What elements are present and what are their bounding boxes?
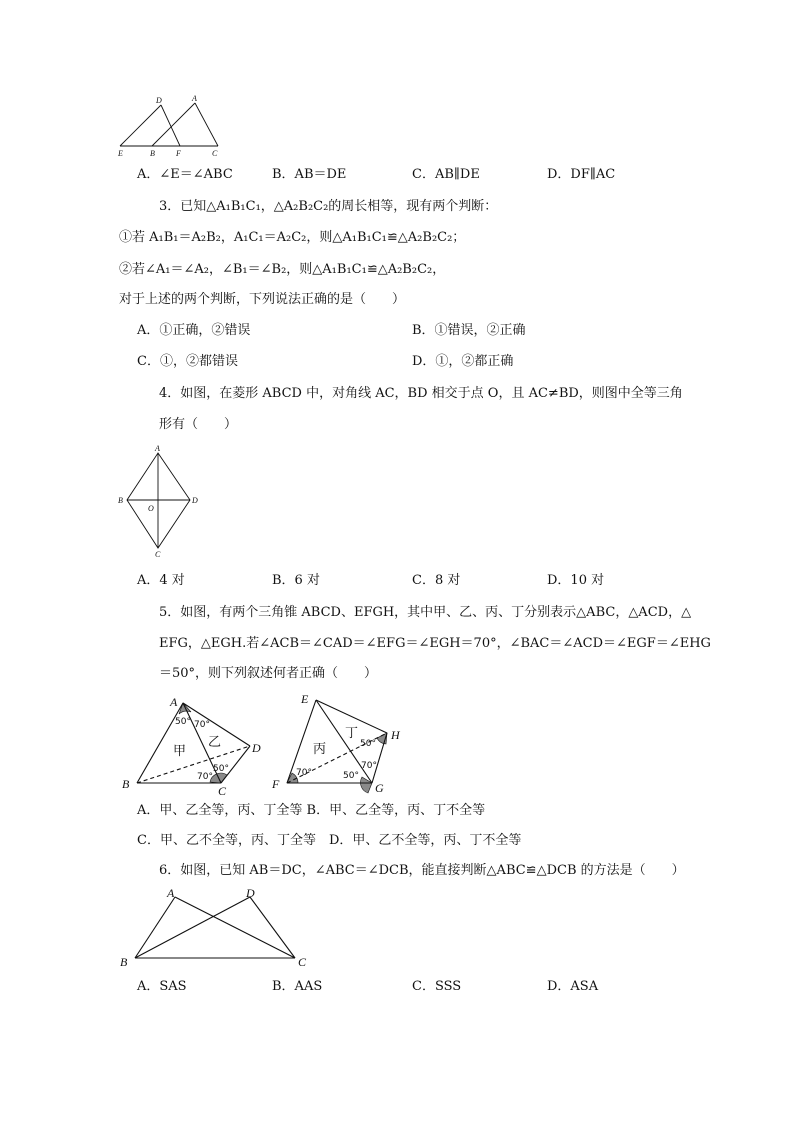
angle-c-70: 70° — [197, 772, 213, 782]
q3-option-d: D．①，②都正确 — [412, 354, 514, 369]
angle-h-50: 50° — [360, 739, 376, 749]
label-E: E — [118, 149, 123, 158]
label-F: F — [272, 777, 280, 791]
label-C: C — [218, 784, 227, 798]
label-A: A — [170, 695, 178, 709]
label-A: A — [155, 444, 160, 453]
q5-stem-line3: ＝50°，则下列叙述何者正确（ ） — [159, 666, 378, 681]
label-C: C — [155, 550, 161, 559]
q5-options-row1: A．甲、乙全等，丙、丁全等 B．甲、乙全等，丙、丁不全等 — [137, 803, 486, 818]
label-B: B — [150, 149, 155, 158]
q6-option-c: C．SSS — [412, 979, 462, 994]
label-E: E — [301, 692, 309, 706]
label-F: F — [176, 149, 181, 158]
q5-stem-line2: EFG，△EGH.若∠ACB＝∠CAD＝∠EFG＝∠EGH＝70°，∠BAC＝∠ACD＝∠EGF＝∠EHG — [159, 636, 711, 651]
q6-stem: 6．如图，已知 AB＝DC，∠ABC＝∠DCB，能直接判断△ABC≌△DCB 的方法是（ ） — [159, 863, 685, 878]
label-A: A — [167, 886, 175, 900]
region-bing: 丙 — [313, 742, 327, 757]
angle-a-50: 50° — [175, 717, 191, 727]
q3-judgement-1: ①若 A₁B₁＝A₂B₂，A₁C₁＝A₂C₂，则△A₁B₁C₁≌△A₂B₂C₂； — [119, 230, 466, 245]
q3-option-a: A．①正确，②错误 — [137, 323, 251, 338]
region-ding: 丁 — [345, 726, 359, 741]
q3-option-c: C．①，②都错误 — [137, 354, 238, 369]
q5-options-row2: C．甲、乙不全等，丙、丁全等 D．甲、乙不全等，丙、丁不全等 — [137, 833, 522, 848]
angle-g-70: 70° — [361, 761, 377, 771]
label-G: G — [375, 781, 384, 795]
q5-stem-line1: 5．如图，有两个三角锥 ABCD、EFGH，其中甲、乙、丙、丁分别表示△ABC，△ACD，△ — [159, 605, 692, 620]
angle-a-70: 70° — [194, 720, 210, 730]
q3-judgement-2: ②若∠A₁＝∠A₂，∠B₁＝∠B₂，则△A₁B₁C₁≌△A₂B₂C₂， — [119, 262, 446, 277]
q2-option-b: B．AB＝DE — [272, 167, 347, 182]
label-C: C — [212, 149, 218, 158]
label-D: D — [192, 496, 198, 505]
q4-stem-line1: 4．如图，在菱形 ABCD 中，对角线 AC，BD 相交于点 O，且 AC≠BD，则图中全等三角 — [159, 386, 683, 401]
region-yi: 乙 — [208, 735, 222, 750]
q4-stem-line2: 形有（ ） — [159, 417, 238, 432]
label-C: C — [298, 955, 307, 969]
label-B: B — [120, 955, 128, 969]
angle-c-50: 50° — [213, 764, 229, 774]
q3-option-b: B．①错误，②正确 — [412, 323, 526, 338]
q2-option-a: A．∠E＝∠ABC — [137, 167, 233, 182]
q2-option-d: D．DF∥AC — [547, 167, 616, 182]
q6-option-a: A．SAS — [137, 979, 187, 994]
q4-option-b: B．6 对 — [272, 573, 320, 588]
q3-stem: 3．已知△A₁B₁C₁，△A₂B₂C₂的周长相等，现有两个判断： — [159, 199, 498, 214]
label-D: D — [246, 886, 255, 900]
q4-option-d: D．10 对 — [547, 573, 605, 588]
q6-option-b: B．AAS — [272, 979, 323, 994]
label-D: D — [156, 96, 162, 105]
q4-option-c: C．8 对 — [412, 573, 461, 588]
angle-f-70: 70° — [296, 768, 312, 778]
q3-question: 对于上述的两个判断，下列说法正确的是（ ） — [119, 292, 406, 307]
region-jia: 甲 — [173, 744, 187, 759]
label-D: D — [252, 741, 261, 755]
label-H: H — [391, 728, 400, 742]
angle-g-50: 50° — [343, 771, 359, 781]
label-O: O — [148, 504, 154, 513]
label-A: A — [192, 94, 197, 103]
q6-option-d: D．ASA — [547, 979, 599, 994]
label-B: B — [118, 496, 123, 505]
q4-option-a: A．4 对 — [137, 573, 185, 588]
label-B: B — [122, 777, 130, 791]
q2-option-c: C．AB∥DE — [412, 167, 480, 182]
